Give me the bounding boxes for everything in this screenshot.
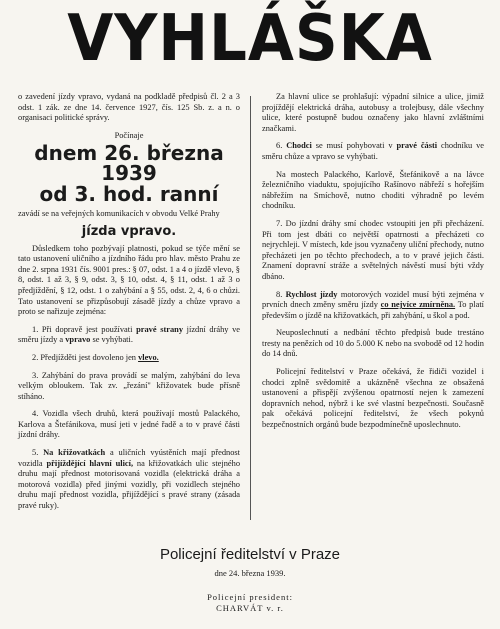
rule-5: 5. Na křižovatkách a uličních vyústěních mají přednost vozidla přijíždějící hlavní ulicí, na křižovatkách ulic stejného druhu mají přednost motorisovaná vozidla (elektrická dráha a motorová vozidla) před jinými vozidly, při vozidlech stejného druhu mají přednost vozidla, přijíždějící s pravé strany (zásada pravé ruky). bbox=[18, 448, 241, 511]
police-expectation-text: Policejní ředitelství v Praze očekává, že řidiči vozidel i chodci zplně svědomitě a ukázněně všechna ze obsažená ustanovení a přispějí zvýšenou opatrností nejen k zamezení dopravních nehod, nýbrž i ke své vlastní bezpečnosti. Současně pak očekává policejní ředitelství, že všech pokynů bezpečnostních orgánů bude bezpodmínečně uposlechnuto. bbox=[262, 367, 484, 430]
left-column bbox=[18, 92, 240, 519]
rule-7: 7. Do jízdní dráhy smí chodec vstoupiti jen při přecházení. Při tom jest dbáti co největší opatrnosti a přecházeti co nejrychleji. V místech, kde jsou vyznačeny uliční přechody, nutno přecházeti jen po těchto přechodech, a to v pravé jejich části. Znamení dopravní stráže a světelných návěstí musí býti vždy dbáno. bbox=[262, 218, 484, 281]
bridges-text: Na mostech Palackého, Karlově, Štefánikově a na lávce železničního viaduktu, spojujícího Rašínovo nábřeží s hořejším nábřežím na Smíchově, nutno choditi výhradně po levém chodníku. bbox=[262, 169, 484, 211]
rule-6: 6. Chodci se musí pohybovati v pravé části chodníku ve směru chůze a vpravo se vyhýbati. bbox=[262, 141, 485, 161]
rule-4: 4. Vozidla všech druhů, která používají mostů Palackého, Karlova a Štefánikova, musí jeti v jedné řadě a to v pravé části jízdní dráhy. bbox=[18, 409, 240, 440]
intro-text: o zavedení jízdy vpravo, vydaná na podkladě předpisů čl. 2 a 3 odst. 1 zák. ze dne 14. července 1927, čís. 125 Sb. z. a n. o organisaci politické správy. bbox=[18, 92, 240, 123]
column-divider bbox=[250, 96, 251, 520]
right-column bbox=[262, 92, 484, 438]
consequences-text: Důsledkem toho pozbývají platnosti, pokud se týče mění se tato ustanovení uličního a jízdního řádu pro hlav. město Prahu ze dne 2. srpna 1931 čís. 9001 pres.: § 07, odst. 1 a 4 o jízdě vlevo, § 8, odst. 1 až 3, § 9, odst. 3, § 10, odst. 4, § 11, odst. 1 až 3 o předjíždění, § 12, odst. 1 o zahýbání a § 55, odst. 2, 4, 6 o chůzi. Tato ustanovení se přizpůsobují zásadě jízdy a chůze vpravo a proto se nařizuje zejména: bbox=[18, 243, 240, 317]
start-date: dnem 26. března 1939 bbox=[34, 141, 224, 186]
rule-3: 3. Zahýbání do prava provádí se malým, zahýbání do leva velkým obloukem. Tak zv. „řezání" křižovatek bude přísně stíháno. bbox=[18, 370, 240, 401]
rule-8: 8. Rychlost jízdy motorových vozidel musí býti zejména v prvních dnech změny směru jízdy co nejvíce zmírněna. To platí především o jízdě na křižovatkách, při zahýbání, u škol a pod. bbox=[262, 289, 485, 320]
pocinaje-text: Počínaje bbox=[114, 130, 144, 140]
main-streets-text: Za hlavní ulice se prohlašují: výpadní silnice a ulice, jimiž projíždějí elektrická dráha, autobusy a trolejbusy, dále všechny ulice, které postupně budou označeny jako hlavní zvláštními značkami. bbox=[262, 92, 484, 133]
penalties-text: Neuposlechnutí a nedbání těchto předpisů bude trestáno tresty na penězích od 10 do 5.000 K nebo na svobodě od 12 hodin do 14 dnů. bbox=[262, 328, 484, 359]
poster-title: VYHLÁŠKA bbox=[67, 2, 433, 76]
rule-1: 1. Při dopravě jest používati pravé strany jízdní dráhy ve směru jízdy a vpravo se vyhýbati. bbox=[18, 324, 241, 345]
start-time: od 3. hod. ranní bbox=[39, 182, 219, 207]
issuing-institution: Policejní ředitelství v Praze bbox=[159, 546, 341, 563]
signatory-name: CHARVÁT v. r. bbox=[216, 603, 284, 613]
right-hand-traffic-heading: jízda vpravo. bbox=[81, 223, 177, 239]
signatory-role: Policejní president: bbox=[207, 592, 293, 602]
rule-2: 2. Předjížděti jest dovoleno jen vlevo. bbox=[32, 352, 159, 362]
issue-date: dne 24. března 1939. bbox=[214, 568, 286, 578]
zavadi-text: zavádí se na veřejných komunikacích v obvodu Velké Prahy bbox=[18, 209, 220, 219]
